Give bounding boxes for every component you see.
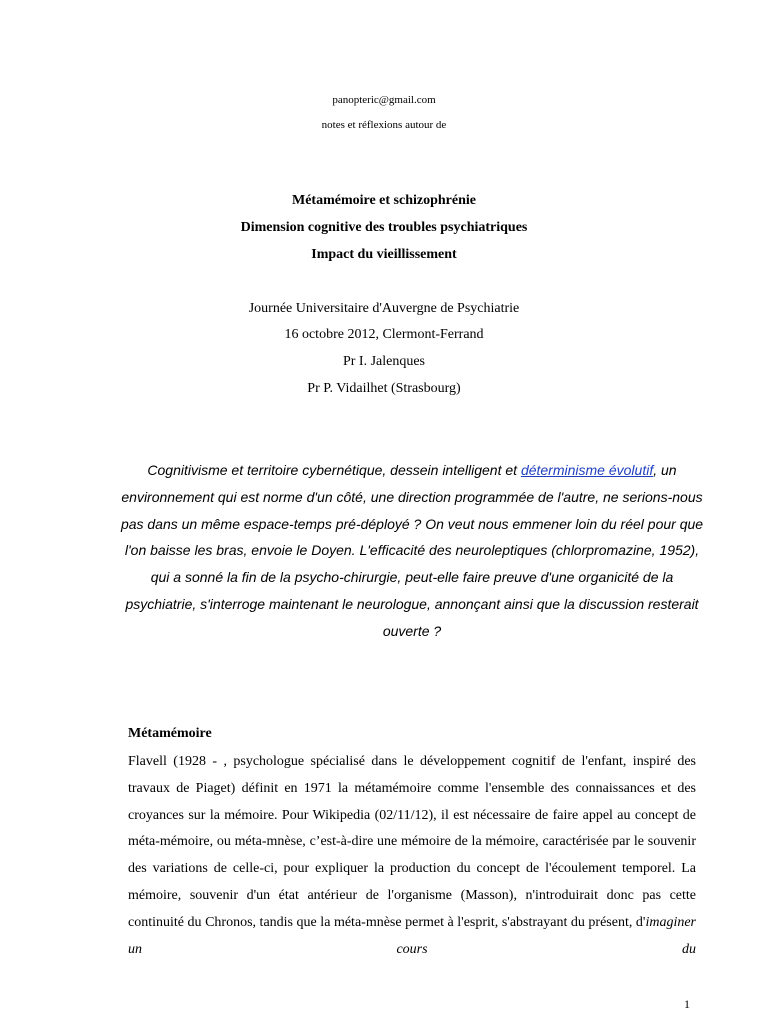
quote-text-start: Cognitivisme et territoire cybernétique, dessein intelligent et <box>147 462 521 478</box>
event-name: Journée Universitaire d'Auvergne de Psychiatrie <box>248 301 520 316</box>
title-line-1: Métamémoire et schizophrénie <box>291 193 476 208</box>
header-notes: notes et réflexions autour de <box>321 119 447 131</box>
speaker-2: Pr P. Vidailhet (Strasbourg) <box>307 381 461 396</box>
page-number: 1 <box>684 997 690 1011</box>
event-date-place: 16 octobre 2012, Clermont-Ferrand <box>284 327 484 342</box>
speaker-1: Pr I. Jalenques <box>342 354 426 369</box>
link-determinisme-evolutif[interactable]: déterminisme évolutif <box>520 462 654 478</box>
author-email: panopteric@gmail.com <box>332 94 436 106</box>
paragraph-body: Flavell (1928 - , psychologue spécialisé dans le développement cognitif de l'enfant, inspiré des travaux de Piaget) définit en 1971 la métamémoire comme l'ensemble des connaissances et des croyances sur la mémoire. Pour Wikipedia (02/11/12), il est nécessaire de faire appel au concept de méta-mémoire, ou méta-mnèse, c’est-à-dire une mémoire de la mémoire, caractérisée par le souvenir des variations de celle-ci, pour expliquer la production du concept de l'écoulement temporel. La mémoire, souvenir d'un état antérieur de l'organisme (Masson), n'introduirait donc pas cette continuité du Chronos, tandis que la méta-mnèse permet à l'esprit, s'abstrayant du présent, d' <box>128 754 696 930</box>
paragraph-italic-ending: imaginer un cours du <box>128 914 696 957</box>
title-line-3: Impact du vieillissement <box>311 247 457 262</box>
epigraph-quote <box>120 457 704 645</box>
section-heading-metamemoire: Métamémoire <box>128 726 212 741</box>
quote-text-end: , un environnement qui est norme d'un côté, une direction programmée de l'autre, ne serions-nous pas dans un même espace-temps pré-déployé ? On veut nous emmener loin du réel pour que l'on baisse les bras, envoie le Doyen. L'efficacité des neuroleptiques (chlorpromazine, 1952), qui a sonné la fin de la psycho-chirurgie, peut-elle faire preuve d'une organicité de la psychiatrie, s'interroge maintenant le neurologue, annonçant ainsi que la discussion resterait ouverte ? <box>120 462 704 639</box>
title-line-2: Dimension cognitive des troubles psychiatriques <box>240 220 528 235</box>
section-paragraph <box>128 749 696 963</box>
